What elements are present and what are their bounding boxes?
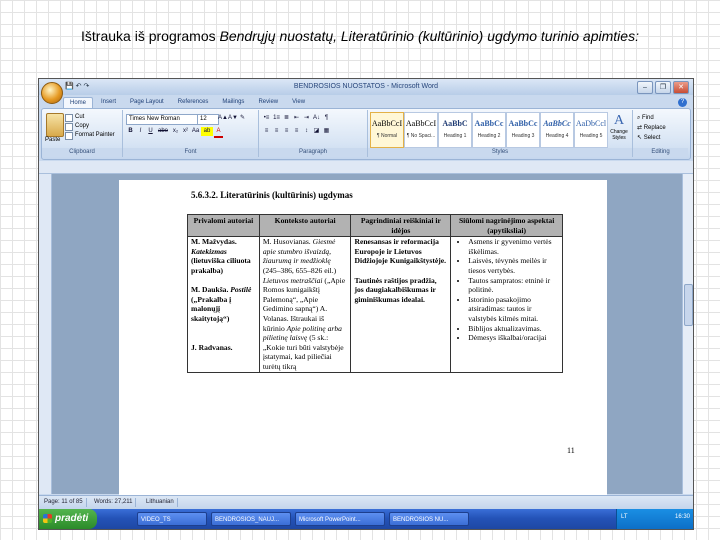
editing-group — [633, 110, 688, 157]
cut-button[interactable]: Cut — [65, 113, 115, 122]
list-item: • Istorinio pasakojimo atsiradimas: tautos ir valstybės kilmės mitai. — [468, 295, 559, 324]
align-left-button[interactable]: ≡ — [264, 128, 269, 134]
tab-home[interactable]: Home — [63, 97, 93, 109]
table-header: Konteksto autoriai — [259, 215, 351, 237]
minimize-button[interactable]: – — [637, 81, 653, 94]
align-right-button[interactable]: ≡ — [284, 128, 289, 134]
borders-icon[interactable]: ▦ — [323, 128, 330, 134]
font-color-button[interactable]: A — [214, 127, 223, 138]
superscript-button[interactable]: x² — [183, 128, 188, 134]
multilevel-icon[interactable]: ≣ — [283, 115, 290, 121]
document-page[interactable] — [119, 180, 607, 500]
style-heading-3[interactable]: AaBbCc Heading 3 — [506, 112, 540, 148]
clock: 16:30 — [674, 514, 690, 520]
format-painter-button[interactable]: Format Painter — [65, 131, 115, 140]
underline-button[interactable]: U — [148, 128, 153, 134]
justify-button[interactable]: ≡ — [294, 128, 299, 134]
office-button[interactable] — [41, 82, 63, 104]
vertical-scrollbar[interactable] — [682, 174, 693, 494]
table-header: Pagrindiniai reiškiniai ir idėjos — [351, 215, 451, 237]
copy-icon — [65, 123, 73, 131]
status-words[interactable]: Words: 27,211 — [91, 498, 136, 507]
start-button[interactable]: pradėti — [39, 509, 97, 529]
shrink-font-icon[interactable]: A▼ — [228, 115, 238, 121]
replace-icon: ⇄ — [637, 125, 644, 131]
brush-icon — [65, 132, 73, 140]
tab-mailings[interactable]: Mailings — [222, 99, 245, 105]
table-header: Privalomi autoriai — [188, 215, 260, 237]
table-header-row — [188, 215, 563, 237]
list-item: • Dėmesys iškalbai/oracijai — [468, 333, 559, 343]
paste-icon[interactable] — [46, 113, 64, 137]
highlight-button[interactable]: ab — [201, 127, 213, 136]
clipboard-group — [42, 110, 123, 157]
slide-title — [0, 28, 720, 44]
strikethrough-button[interactable]: abe — [157, 128, 168, 134]
tab-page-layout[interactable]: Page Layout — [130, 99, 164, 105]
increase-indent-icon[interactable]: ⇥ — [303, 115, 310, 121]
tab-references[interactable]: References — [177, 99, 209, 105]
document-area — [39, 174, 693, 494]
paragraph-group-label: Paragraph — [259, 148, 367, 157]
bold-button[interactable]: B — [128, 128, 133, 134]
find-button[interactable]: ⌕ Find — [637, 115, 654, 121]
decrease-indent-icon[interactable]: ⇤ — [293, 115, 300, 121]
style-heading-2[interactable]: AaBbCc Heading 2 — [472, 112, 506, 148]
phenomena-cell: Renesansas ir reformacija Europoje ir Lietuvos Didžiojoje Kunigaikštystėje. Tautinės raštijos pradžia, jos daugiakalbiškumas ir giminiškumas idealai. — [351, 237, 451, 372]
ruler-toolbar — [39, 161, 693, 174]
clear-format-icon[interactable]: ✎ — [239, 115, 246, 121]
tab-review[interactable]: Review — [258, 99, 279, 105]
taskbar — [39, 509, 693, 529]
status-language[interactable]: Lithuanian — [143, 498, 178, 507]
font-size-select[interactable]: 12 — [197, 114, 219, 125]
change-styles-button[interactable]: A Change Styles — [608, 113, 630, 145]
list-item: • Biblijos aktualizavimas. — [468, 324, 559, 334]
ribbon — [41, 108, 691, 160]
help-icon[interactable]: ? — [678, 98, 687, 107]
window-titlebar — [39, 79, 693, 95]
quick-access-toolbar[interactable]: 💾 ↶ ↷ — [65, 83, 90, 90]
styles-group — [368, 110, 633, 157]
windows-logo-icon — [43, 514, 52, 523]
style-no-spacing[interactable]: AaBbCcI ¶ No Spaci... — [404, 112, 438, 148]
subscript-button[interactable]: x₂ — [172, 128, 179, 134]
line-spacing-button[interactable]: ↕ — [305, 128, 308, 134]
style-heading-4[interactable]: AaBbCc Heading 4 — [540, 112, 574, 148]
style-heading-1[interactable]: AaBbC Heading 1 — [438, 112, 472, 148]
binoculars-icon: ⌕ — [637, 115, 643, 121]
scrollbar-thumb[interactable] — [684, 284, 693, 326]
list-item: • Laisvės, tėvynės meilės ir tiesos vertybės. — [468, 256, 559, 275]
window-controls — [637, 81, 689, 94]
font-group — [123, 110, 259, 157]
align-center-button[interactable]: ≡ — [274, 128, 279, 134]
tab-insert[interactable]: Insert — [101, 99, 117, 105]
ribbon-tabs — [63, 97, 311, 108]
aspects-cell — [451, 237, 563, 372]
taskbar-button[interactable]: VIDEO_TS — [137, 512, 207, 526]
styles-group-label: Styles — [368, 148, 632, 157]
taskbar-button[interactable]: BENDROSIOS NU... — [389, 512, 469, 526]
required-authors-cell: M. Mažvydas. Katekizmas (lietuviška ciliuota prakalba) M. Daukša. Postilė („Prakalba į malonųjį skaitytoją“) J. Radvanas. — [188, 237, 260, 372]
taskbar-button[interactable]: Microsoft PowerPoint... — [295, 512, 385, 526]
font-name-select[interactable]: Times New Roman — [126, 114, 198, 125]
system-tray — [616, 509, 693, 529]
sort-icon[interactable]: A↓ — [312, 115, 320, 121]
page-number: 11 — [567, 446, 575, 455]
section-heading: 5.6.3.2. Literatūrinis (kultūrinis) ugdymas — [191, 190, 353, 200]
clipboard-group-label: Clipboard — [42, 148, 122, 157]
table-header: Siūlomi nagrinėjimo aspektai (apytiksliai) — [451, 215, 563, 237]
scissors-icon — [65, 114, 73, 122]
word-screenshot — [38, 78, 694, 530]
window-title: BENDROSIOS NUOSTATOS - Microsoft Word — [293, 83, 439, 90]
slide-title-prefix: Ištrauka iš programos — [81, 28, 220, 44]
language-indicator[interactable]: LT — [621, 514, 628, 520]
program-table — [187, 214, 563, 373]
style-normal[interactable]: AaBbCcI ¶ Normal — [370, 112, 404, 148]
change-case-button[interactable]: Aa — [191, 128, 200, 134]
bullets-icon[interactable]: •≡ — [263, 115, 270, 121]
paste-button-label[interactable]: Paste — [45, 137, 61, 143]
font-group-label: Font — [123, 148, 258, 157]
vertical-ruler — [39, 174, 52, 494]
replace-button[interactable]: ⇄ Replace — [637, 125, 666, 131]
table-row — [188, 237, 563, 372]
style-heading-5[interactable]: AaDbCcl Heading 5 — [574, 112, 608, 148]
close-button[interactable]: ✕ — [673, 81, 689, 94]
shading-icon[interactable]: ◪ — [313, 128, 320, 134]
slide-title-italic: Bendrųjų nuostatų, Literatūrinio (kultūrinio) ugdymo turinio apimties: — [219, 28, 639, 44]
cursor-icon: ↖ — [637, 135, 644, 141]
list-item: • Asmens ir gyvenimo vertės iškėlimas. — [468, 237, 559, 256]
list-item: • Tautos sampratos: etninė ir politinė. — [468, 276, 559, 295]
italic-button[interactable]: I — [139, 128, 142, 134]
pilcrow-icon[interactable]: ¶ — [324, 115, 329, 121]
tab-view[interactable]: View — [292, 99, 306, 105]
change-styles-icon: A — [613, 113, 625, 128]
status-page[interactable]: Page: 11 of 85 — [41, 498, 87, 507]
editing-group-label: Editing — [633, 148, 688, 157]
taskbar-button[interactable]: BENDROSIOS_NAUJ... — [211, 512, 291, 526]
select-button[interactable]: ↖ Select — [637, 135, 661, 141]
grow-font-icon[interactable]: A▲ — [218, 115, 228, 121]
maximize-button[interactable]: ❐ — [655, 81, 671, 94]
numbering-icon[interactable]: 1≡ — [273, 115, 280, 121]
status-bar — [39, 495, 693, 509]
context-authors-cell: M. Husovianas. Giesmė apie stumbro išvaizdą, žiaurumą ir medžioklę (245–386, 655–826 eil.) Lietuvos metraščiai („Apie Romos kunigaikštį Palemoną“, „Apie Gedimino sapną“) A. Volanas. Ištraukai iš kūrinio Apie politinę arba pilietinę laisvę (5 sk.: „Kokie turi būti valstybėje įstatymai, kad piliečiai turėtų tikrą — [259, 237, 351, 372]
paragraph-group — [259, 110, 368, 157]
copy-button[interactable]: Copy — [65, 122, 115, 131]
